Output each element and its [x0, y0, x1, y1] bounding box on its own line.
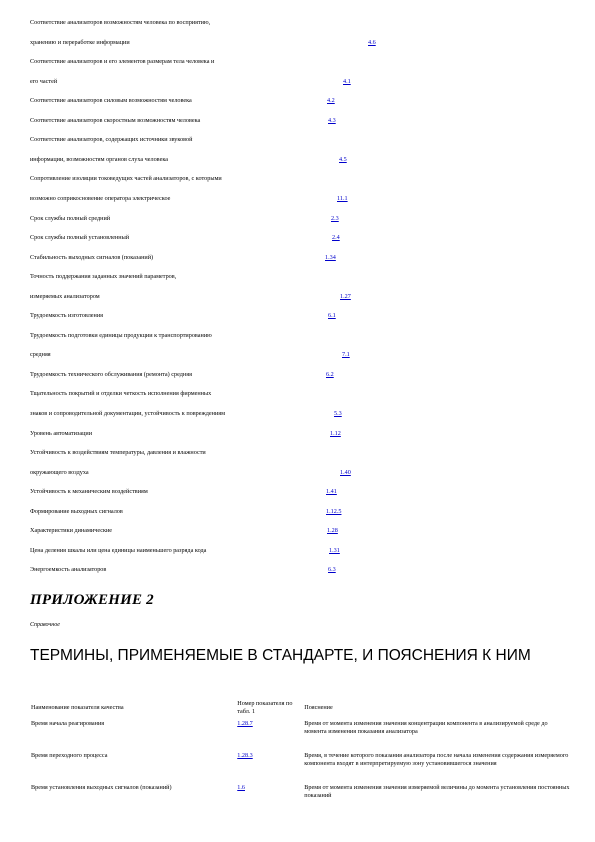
index-entry-ref-link[interactable]: 11.1 [337, 194, 348, 202]
index-entry-ref-link[interactable]: 4.3 [328, 116, 336, 124]
index-entry-label: Устойчивость к воздействиям температуры, давления и влажности [30, 449, 206, 457]
term-ref-link[interactable]: 1.28.3 [237, 752, 253, 759]
term-ref-cell [234, 782, 301, 814]
term-ref-cell [234, 718, 301, 750]
index-entry-label: Тщательность покрытий и отделки четкость исполнения фирменных [30, 390, 212, 398]
index-entry-ref-link[interactable]: 1.40 [340, 468, 351, 476]
index-entry-label: Формирование выходных сигналов [30, 507, 123, 515]
index-entry-label: Стабильность выходных сигналов (показаний) [30, 253, 154, 261]
index-entry-ref-link[interactable]: 1.41 [326, 488, 337, 496]
index-entry-label: Устойчивость к механическим воздействиям [30, 488, 148, 496]
term-name: Время начала реагирования [31, 720, 105, 727]
index-entry-label: Срок службы полный средний [30, 214, 111, 222]
index-entry-ref-link[interactable]: 1.28 [327, 527, 338, 535]
term-explanation: Время от момента изменения значения концентрации компонента в анализируемой среде до момента изменения показания анализатора [304, 720, 548, 735]
term-explanation: Время от момента изменения значения измеряемой величины до момента установления постоянных показаний [304, 784, 570, 799]
header-indicator-name: Наименование показателя качества [31, 704, 124, 711]
index-entry-ref-link[interactable]: 4.5 [339, 155, 347, 163]
table-row [28, 750, 573, 782]
index-entry-label: его частей [30, 77, 58, 85]
table-row [28, 718, 573, 750]
appendix-note: Справочное [30, 622, 60, 628]
index-entry-ref-link[interactable]: 7.1 [342, 351, 350, 359]
index-entry-label: Соответствие анализаторов силовым возможностям человека [30, 97, 192, 105]
index-entry-ref-link[interactable]: 1.34 [325, 253, 336, 261]
index-entry-ref-link[interactable]: 1.12.5 [326, 507, 342, 515]
index-entry-label: измеряемых анализатором [30, 292, 100, 300]
index-entry-label: хранению и переработке информации [30, 38, 130, 46]
header-explanation: Пояснение [304, 704, 333, 711]
index-entry-label: Точность поддержания заданных значений параметров, [30, 273, 177, 281]
index-entry-label: Соответствие анализаторов возможностям человека по восприятию, [30, 19, 211, 26]
header-indicator-number: Номер показателя по табл. 1 [237, 700, 293, 715]
term-ref-link[interactable]: 1.6 [237, 784, 245, 791]
index-entry-ref-link[interactable]: 2.4 [332, 234, 340, 242]
index-entry-label: Соответствие анализаторов скоростным возможностям человека [30, 116, 201, 124]
index-entry-label: Соответствие анализаторов и его элементов размерам тела человека и [30, 58, 215, 66]
index-entry-label: Трудоемкость подготовки единицы продукции к транспортированию [30, 331, 212, 339]
index-entry-ref-link[interactable]: 6.2 [326, 370, 334, 378]
index-entry-label: Энергоемкость анализаторов [30, 566, 107, 574]
index-entry-label: Цена деления шкалы или цена единицы наименьшего разряда кода [30, 546, 207, 554]
index-entry-ref-link[interactable]: 2.3 [331, 214, 339, 222]
term-ref-cell [234, 750, 301, 782]
index-entry-label: Срок службы полный установленный [30, 234, 130, 242]
index-entry-ref-link[interactable]: 6.1 [328, 312, 336, 320]
index-entry-label: Характеристики динамические [30, 527, 113, 535]
index-entry-label: Уровень автоматизации [30, 429, 93, 437]
terms-table [28, 698, 573, 814]
term-ref-link[interactable]: 1.28.7 [237, 720, 253, 727]
index-entry-label: средняя [30, 351, 51, 359]
index-entry-label: окружающего воздуха [30, 468, 89, 476]
index-entry-ref-link[interactable]: 5.3 [334, 410, 342, 417]
index-entry-label: информации, возможностям органов слуха человека [30, 155, 168, 163]
index-entry-ref-link[interactable]: 4.2 [327, 97, 335, 105]
index-entry-label: знаков и сопроводительной документации, устойчивость к повреждениям [30, 410, 226, 417]
table-header-row [28, 698, 573, 718]
index-entry-label: Соответствие анализаторов, содержащих источники звуковой [30, 136, 193, 144]
appendix-title: ТЕРМИНЫ, ПРИМЕНЯЕМЫЕ В СТАНДАРТЕ, И ПОЯСНЕНИЯ К НИМ [30, 647, 531, 664]
index-entry-label: Трудоемкость изготовления [30, 312, 104, 320]
index-entry-ref-link[interactable]: 4.1 [343, 77, 351, 85]
index-entry-label: возможно соприкосновение оператора электрическое [30, 194, 171, 202]
index-entry-label: Трудоемкость технического обслуживания (ремонта) средняя [30, 370, 192, 378]
term-name: Время переходного процесса [31, 752, 108, 759]
index-entry-ref-link[interactable]: 6.3 [328, 566, 336, 574]
term-explanation: Время, в течение которого показания анализатора после начала изменения содержания измеряемого компонента входят в интерпретируемую зону установившегося значения [304, 752, 569, 767]
index-entry-ref-link[interactable]: 1.27 [340, 292, 351, 300]
term-name: Время установления выходных сигналов (показаний) [31, 784, 172, 791]
index-entry-ref-link[interactable]: 4.6 [368, 38, 376, 46]
table-row [28, 782, 573, 814]
index-entry-ref-link[interactable]: 1.12 [330, 429, 341, 437]
index-entry-ref-link[interactable]: 1.31 [329, 546, 340, 554]
index-entry-label: Сопротивление изоляции токоведущих частей анализаторов, с которыми [30, 175, 222, 183]
appendix-heading: ПРИЛОЖЕНИЕ 2 [30, 592, 154, 608]
